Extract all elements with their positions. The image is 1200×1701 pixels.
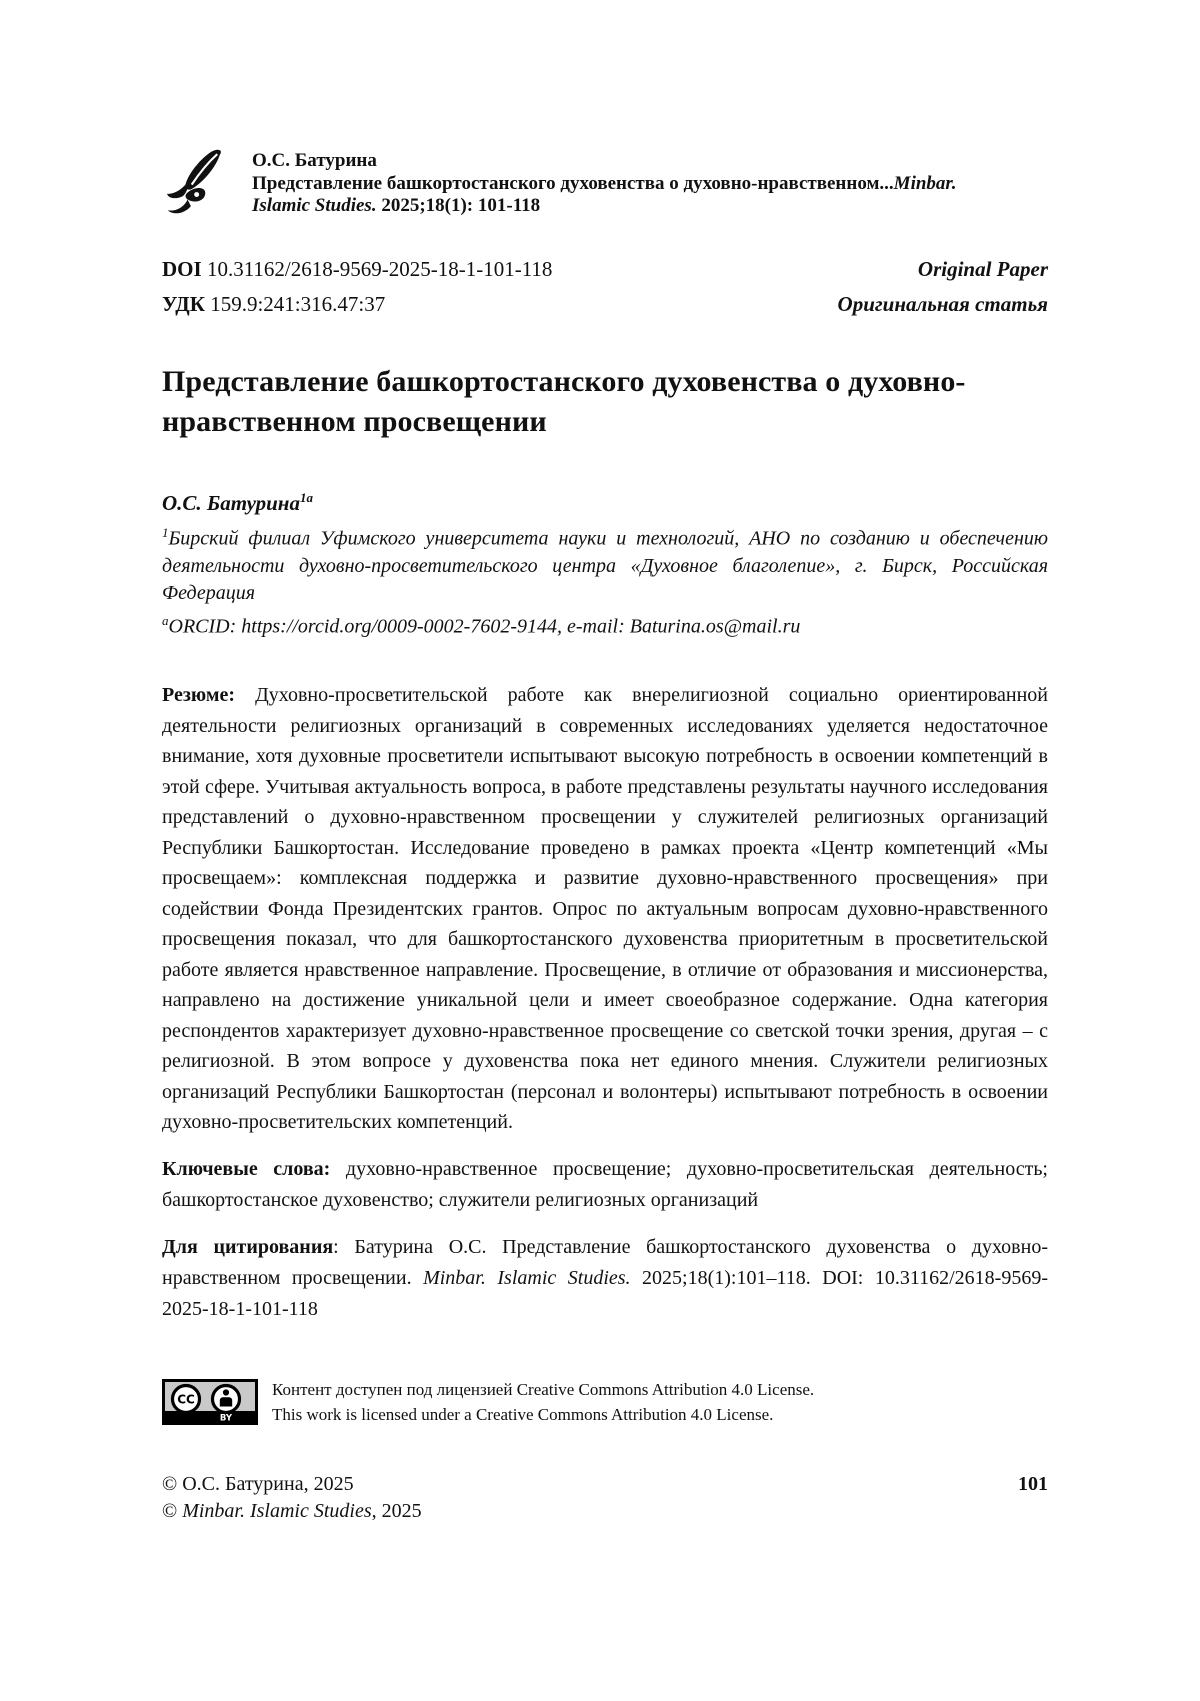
running-head <box>162 150 1048 222</box>
running-head-author: О.С. Батурина <box>252 150 377 171</box>
citation-text-start: : Батурина О.С. Представление башкортостанского духовенства о духовно-нравственном просвещении. <box>162 1235 1048 1289</box>
udk-value: 159.9:241:316.47:37 <box>210 292 386 316</box>
page-footer <box>162 1471 1048 1525</box>
doi-row <box>162 252 1048 287</box>
article-type-ru: Оригинальная статья <box>837 292 1048 316</box>
affiliation-marker: 1 <box>162 525 169 540</box>
copyright-journal: © Minbar. Islamic Studies, 2025 <box>162 1499 422 1522</box>
keywords <box>162 1154 1048 1216</box>
citation-text-end: 2025;18(1):101–118. DOI: 10.31162/2618-9569-2025-18-1-101-118 <box>162 1266 1048 1320</box>
udk <box>162 287 385 322</box>
copyright-block <box>162 1471 422 1525</box>
by-glyph: BY <box>219 1413 233 1424</box>
license-line-en: This work is licensed under a Creative Commons Attribution 4.0 License. <box>272 1404 774 1424</box>
doi <box>162 252 552 287</box>
license-text <box>272 1377 814 1427</box>
author-name: О.С. Батурина$^{1a}$ <box>162 490 313 515</box>
citation-label: Для цитирования <box>162 1235 334 1258</box>
citation-journal: Minbar. Islamic Studies. <box>423 1266 631 1289</box>
abstract-text: Духовно-просветительской работе как внерелигиозной социально ориентированной деятельности религиозных организаций в современных исследованиях уделяется недостаточное внимание, хотя духовные просветители испытывают высокую потребность в освоении компетенций в этой сфере. Учитывая актуальность вопроса, в работе представлены результаты научного исследования представлений о духовно-нравственном просвещении у служителей религиозных организаций Республики Башкортостан. Исследование проведено в рамках проекта «Центр компетенций «Мы просвещаем»: комплексная поддержка и развитие духовно-нравственного просвещения» при содействии Фонда Президентских грантов. Опрос по актуальным вопросам духовно-нравственного просвещения показал, что для башкортостанского духовенства приоритетным в просветительской работе является нравственное направление. Просвещение, в отличие от образования и миссионерства, направлено на достижение уникальной цели и имеет своеобразное содержание. Одна категория респондентов характеризует духовно-нравственное просвещение со светской точки зрения, другая – с религиозной. В этом вопросе у духовенства пока нет единого мнения. Служители религиозных организаций Республики Башкортостан (персонал и волонтеры) испытывают потребность в освоении духовно-просветительских компетенций. <box>162 684 1049 1134</box>
keywords-text: духовно-нравственное просвещение; духовно-просветительская деятельность; башкортостанское духовенство; служители религиозных организаций <box>162 1157 1048 1211</box>
license-line-ru: Контент доступен под лицензией Creative Commons Attribution 4.0 License. <box>272 1379 815 1399</box>
running-head-text <box>252 150 957 218</box>
article-title: Представление башкортостанского духовенства о духовно-нравственном просвещении <box>162 365 966 438</box>
license-block <box>162 1377 1048 1427</box>
orcid-marker: a <box>162 612 169 628</box>
copyright-author: © О.С. Батурина, 2025 <box>162 1472 354 1495</box>
citation <box>162 1232 1048 1325</box>
journal-logo-icon <box>162 144 228 222</box>
author-affiliation-marker: 1a <box>299 490 313 505</box>
udk-label: УДК <box>162 292 205 316</box>
orcid-line: $^a$ORCID: https://orcid.org/0009-0002-7602-9144, e-mail: Baturina.os@mail.ru <box>162 612 801 638</box>
article-type-en: Original Paper <box>917 257 1048 281</box>
affiliation: $^1$Бирский филиал Уфимского университета науки и технологий, АНО по созданию и обеспечению деятельности духовно-просветительского центра «Духовное благолепие», г. Бирск, Российская Федерация <box>162 525 1048 604</box>
abstract <box>162 680 1048 1138</box>
udk-row <box>162 287 1048 322</box>
doi-value: 10.31162/2618-9569-2025-18-1-101-118 <box>206 257 553 281</box>
cc-by-icon <box>162 1378 258 1426</box>
page-number: 101 <box>1018 1472 1048 1495</box>
running-head-title: Представление башкортостанского духовенства о духовно-нравственном...Minbar. <box>252 172 957 194</box>
doi-label: DOI <box>162 257 202 281</box>
abstract-label: Резюме: <box>162 684 236 707</box>
article-meta <box>162 252 1048 322</box>
keywords-label: Ключевые слова: <box>162 1157 331 1180</box>
author-block <box>162 484 1048 640</box>
cc-glyph: CC <box>177 1392 195 1407</box>
running-head-cite: Islamic Studies. 2025;18(1): 101-118 <box>252 195 541 216</box>
